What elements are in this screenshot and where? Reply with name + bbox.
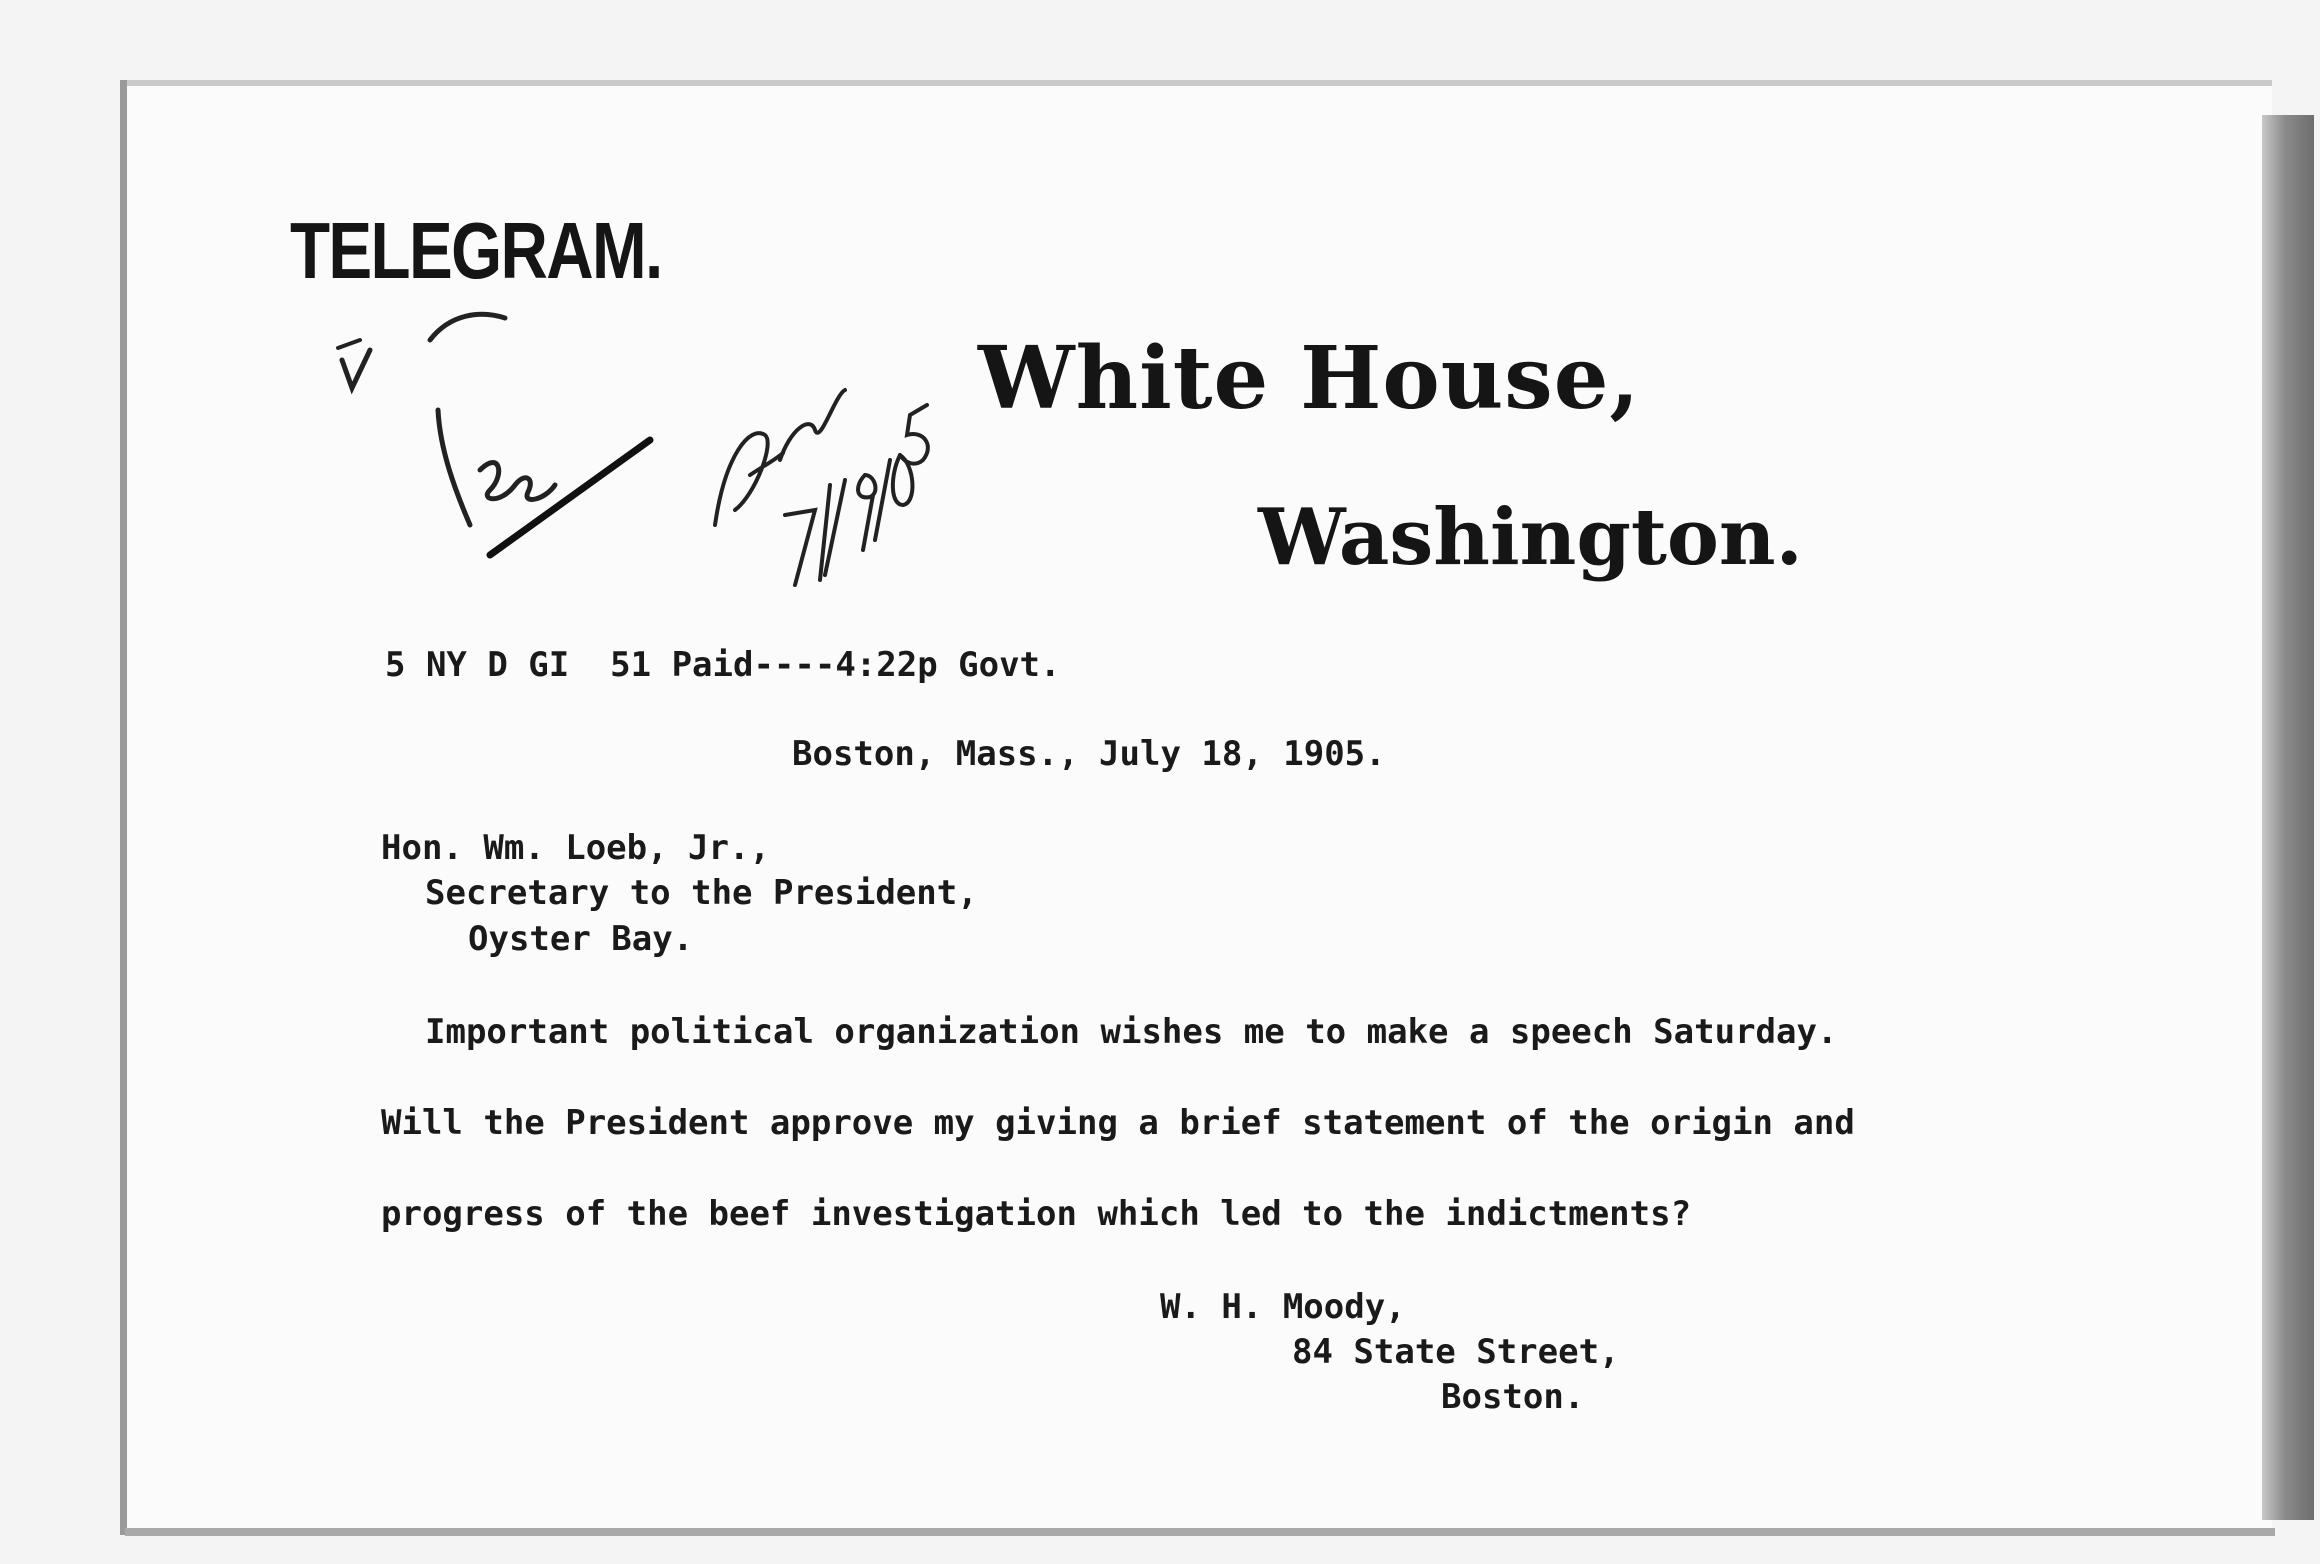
letterhead-title: White House, xyxy=(978,328,1641,429)
body-line: Will the President approve my giving a brief statement of the origin and xyxy=(381,1103,1855,1143)
transmission-line: 5 NY D GI 51 Paid----4:22p Govt. xyxy=(385,645,1061,685)
addressee-line: Secretary to the President, xyxy=(425,873,978,913)
letterhead-city: Washington. xyxy=(1258,492,1803,583)
signature-line: Boston. xyxy=(1441,1377,1585,1417)
dateline: Boston, Mass., July 18, 1905. xyxy=(792,734,1386,774)
handwritten-answered-annotation xyxy=(695,335,945,595)
signature-line: W. H. Moody, xyxy=(1160,1287,1406,1327)
body-line: progress of the beef investigation which led to the indictments? xyxy=(381,1194,1692,1234)
signature-line: 84 State Street, xyxy=(1292,1332,1620,1372)
card-edge-shadow xyxy=(2262,115,2314,1520)
telegram-label: TELEGRAM. xyxy=(290,206,662,295)
card-bottom-edge xyxy=(125,1528,2275,1536)
addressee-line: Hon. Wm. Loeb, Jr., xyxy=(381,828,770,868)
body-line: Important political organization wishes me to make a speech Saturday. xyxy=(425,1012,1838,1052)
handwritten-yes-annotation xyxy=(330,300,670,580)
addressee-line: Oyster Bay. xyxy=(468,919,694,959)
